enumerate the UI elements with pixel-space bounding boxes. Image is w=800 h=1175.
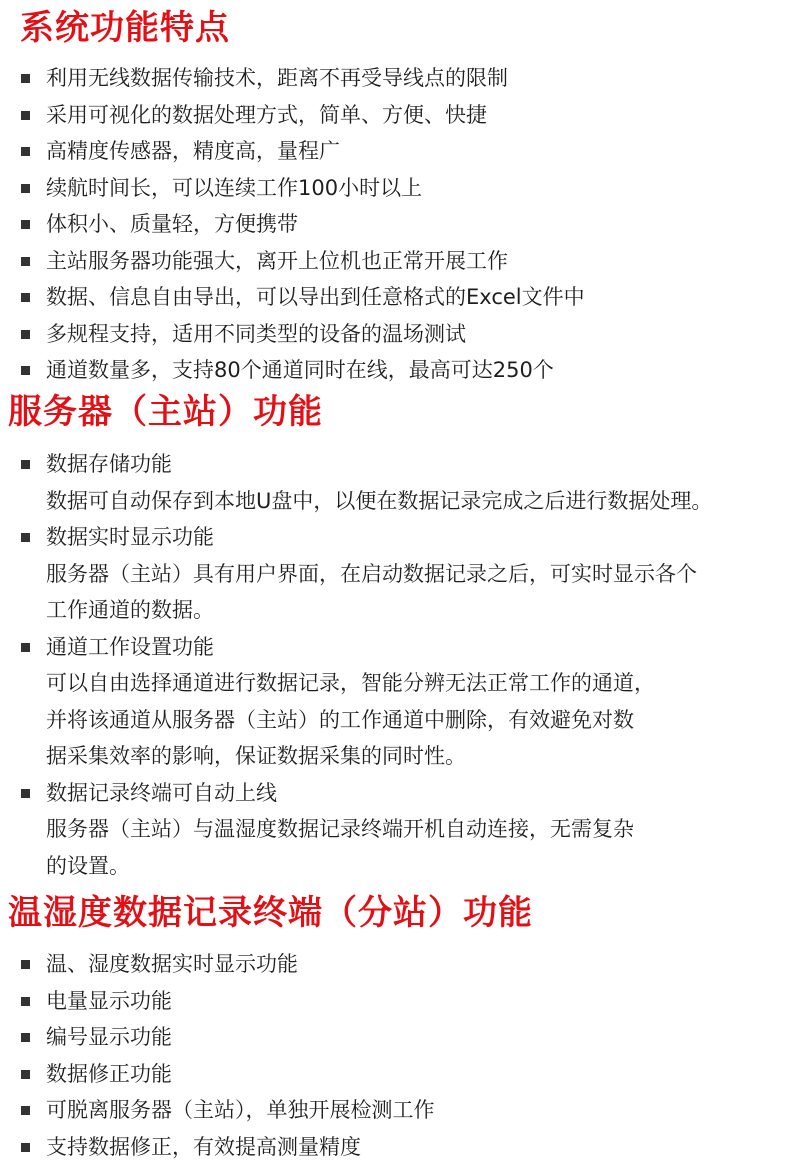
server-functions-list bbox=[0, 446, 800, 884]
list-item bbox=[0, 629, 800, 775]
square-bullet-icon bbox=[21, 184, 30, 193]
function-description: 数据可自动保存到本地U盘中，以便在数据记录完成之后进行数据处理。 bbox=[46, 488, 713, 513]
square-bullet-icon bbox=[21, 293, 30, 302]
square-bullet-icon bbox=[21, 789, 30, 798]
function-description: 服务器（主站）具有用户界面，在启动数据记录之后，可实时显示各个 bbox=[46, 561, 697, 586]
list-item-text: 采用可视化的数据处理方式，简单、方便、快捷 bbox=[46, 102, 487, 127]
function-heading: 通道工作设置功能 bbox=[46, 634, 214, 659]
list-item-text: 通道数量多，支持80个通道同时在线，最高可达250个 bbox=[46, 358, 554, 382]
list-item bbox=[0, 97, 800, 134]
function-description: 并将该通道从服务器（主站）的工作通道中删除，有效避免对数 bbox=[46, 707, 634, 732]
square-bullet-icon bbox=[21, 533, 30, 542]
list-item-text: 续航时间长，可以连续工作100小时以上 bbox=[46, 175, 423, 200]
list-item-text: 温、湿度数据实时显示功能 bbox=[46, 952, 298, 976]
list-item bbox=[0, 1056, 800, 1093]
list-item bbox=[0, 206, 800, 243]
function-description: 服务器（主站）与温湿度数据记录终端开机自动连接，无需复杂 bbox=[46, 817, 634, 841]
list-item bbox=[0, 775, 800, 885]
function-description: 据采集效率的影响，保证数据采集的同时性。 bbox=[46, 744, 466, 768]
square-bullet-icon bbox=[21, 1143, 30, 1152]
list-item bbox=[0, 60, 800, 97]
square-bullet-icon bbox=[21, 1106, 30, 1115]
square-bullet-icon bbox=[21, 111, 30, 120]
list-item-text: 可脱离服务器（主站），单独开展检测工作 bbox=[46, 1098, 435, 1122]
square-bullet-icon bbox=[21, 960, 30, 969]
section-title-server: 服务器（主站）功能 bbox=[8, 392, 323, 432]
function-description: 可以自由选择通道进行数据记录，智能分辨无法正常工作的通道， bbox=[46, 671, 655, 695]
list-item bbox=[0, 519, 800, 629]
list-item-text: 高精度传感器，精度高，量程广 bbox=[46, 139, 340, 163]
square-bullet-icon bbox=[21, 997, 30, 1006]
list-item bbox=[0, 352, 800, 389]
list-item bbox=[0, 279, 800, 316]
list-item-text: 电量显示功能 bbox=[46, 988, 172, 1013]
list-item bbox=[0, 446, 800, 519]
square-bullet-icon bbox=[21, 460, 30, 469]
square-bullet-icon bbox=[21, 220, 30, 229]
features-list bbox=[0, 60, 800, 389]
function-description: 工作通道的数据。 bbox=[46, 598, 214, 622]
square-bullet-icon bbox=[21, 1033, 30, 1042]
list-item-text: 主站服务器功能强大，离开上位机也正常开展工作 bbox=[46, 248, 508, 273]
section-title-terminal: 温湿度数据记录终端（分站）功能 bbox=[8, 893, 533, 933]
list-item-text: 编号显示功能 bbox=[46, 1025, 172, 1049]
square-bullet-icon bbox=[21, 643, 30, 652]
square-bullet-icon bbox=[21, 1070, 30, 1079]
list-item bbox=[0, 133, 800, 170]
list-item bbox=[0, 316, 800, 353]
function-heading: 数据记录终端可自动上线 bbox=[46, 780, 277, 805]
list-item-text: 支持数据修正，有效提高测量精度 bbox=[46, 1134, 361, 1159]
square-bullet-icon bbox=[21, 147, 30, 156]
list-item bbox=[0, 243, 800, 280]
square-bullet-icon bbox=[21, 330, 30, 339]
list-item-text: 数据修正功能 bbox=[46, 1061, 172, 1086]
list-item-text: 数据、信息自由导出，可以导出到任意格式的Excel文件中 bbox=[46, 285, 585, 309]
square-bullet-icon bbox=[21, 257, 30, 266]
list-item bbox=[0, 170, 800, 207]
list-item-text: 体积小、质量轻，方便携带 bbox=[46, 212, 298, 236]
function-heading: 数据存储功能 bbox=[46, 452, 172, 476]
list-item bbox=[0, 1019, 800, 1056]
list-item bbox=[0, 983, 800, 1020]
square-bullet-icon bbox=[21, 74, 30, 83]
list-item bbox=[0, 1092, 800, 1129]
list-item-text: 利用无线数据传输技术，距离不再受导线点的限制 bbox=[46, 66, 508, 90]
function-heading: 数据实时显示功能 bbox=[46, 525, 214, 549]
square-bullet-icon bbox=[21, 366, 30, 375]
function-description: 的设置。 bbox=[46, 853, 130, 878]
list-item bbox=[0, 1129, 800, 1166]
terminal-functions-list bbox=[0, 946, 800, 1165]
list-item bbox=[0, 946, 800, 983]
section-title-features: 系统功能特点 bbox=[20, 8, 230, 48]
list-item-text: 多规程支持，适用不同类型的设备的温场测试 bbox=[46, 321, 466, 346]
